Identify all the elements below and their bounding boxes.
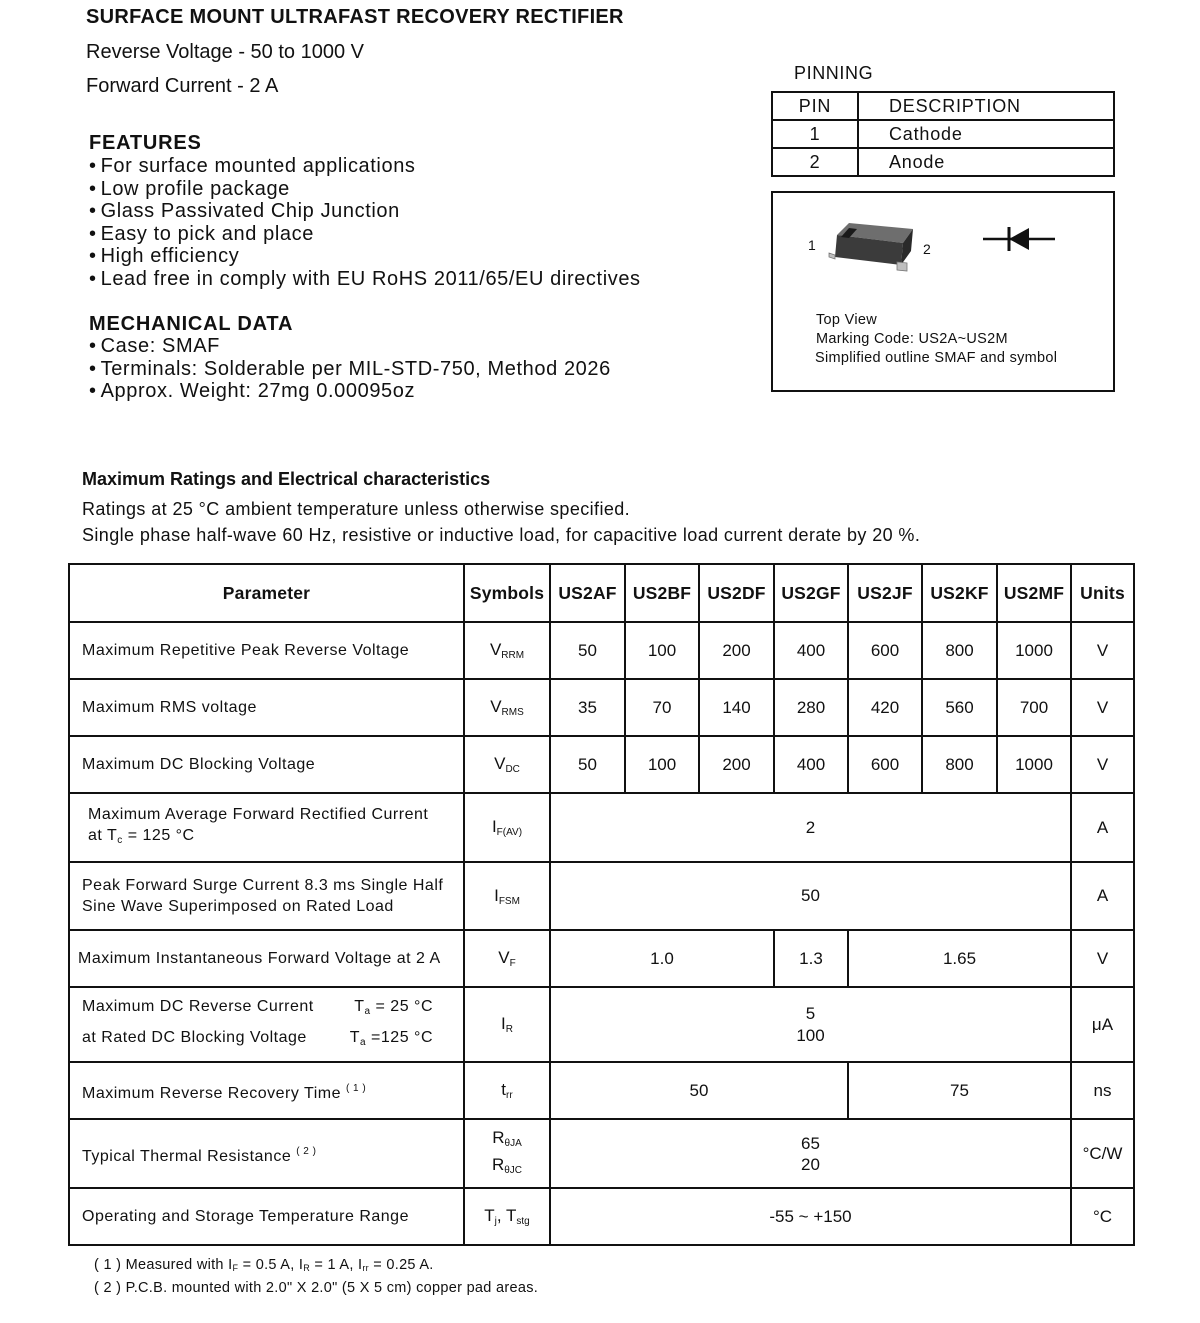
pin-number: 1 xyxy=(772,120,858,148)
list-item: • Lead free in comply with EU RoHS 2011/65/EU directives xyxy=(89,268,641,291)
features-list xyxy=(89,155,641,291)
table-header-row xyxy=(69,564,1134,622)
unit-cell: V xyxy=(1071,736,1134,793)
pin-number: 2 xyxy=(772,148,858,176)
unit-cell: V xyxy=(1071,930,1134,987)
value-cell: 50 xyxy=(550,736,625,793)
features-title: FEATURES xyxy=(89,132,202,154)
part-header: US2BF xyxy=(625,564,699,622)
pin-header: PIN xyxy=(772,92,858,120)
symbol-cell: $V_F$ xyxy=(464,930,550,987)
list-item: • Terminals: Solderable per MIL-STD-750, Method 2026 xyxy=(89,358,611,381)
value-cell: 70 xyxy=(625,679,699,736)
list-item: • High efficiency xyxy=(89,245,641,268)
parameter-cell: Maximum Instantaneous Forward Voltage at 2 A xyxy=(69,930,464,987)
value-cell: 280 xyxy=(774,679,848,736)
table-row xyxy=(69,622,1134,679)
symbol-cell: $t_{rr}$ xyxy=(464,1062,550,1119)
unit-cell: °C/W xyxy=(1071,1119,1134,1188)
pin-description: Anode xyxy=(858,148,1114,176)
parameter-cell: Maximum Repetitive Peak Reverse Voltage xyxy=(69,622,464,679)
list-item: • For surface mounted applications xyxy=(89,155,641,178)
value-cell: 1.3 xyxy=(774,930,848,987)
top-view-label: Top View xyxy=(816,312,877,328)
value-cell: 800 xyxy=(922,622,997,679)
unit-cell: V xyxy=(1071,679,1134,736)
unit-cell: μA xyxy=(1071,987,1134,1062)
unit-cell: A xyxy=(1071,793,1134,862)
part-header: US2DF xyxy=(699,564,774,622)
value-cell: 1.65 xyxy=(848,930,1071,987)
value-cell: 50 xyxy=(550,1062,848,1119)
value-cell: 65 20 xyxy=(550,1119,1071,1188)
smaf-package-icon xyxy=(827,217,917,273)
value-cell: 200 xyxy=(699,736,774,793)
value-cell: 75 xyxy=(848,1062,1071,1119)
symbol-cell: $I_R$ xyxy=(464,987,550,1062)
footnote-2: ( 2 ) P.C.B. mounted with 2.0" X 2.0" (5 X 5 cm) copper pad areas. xyxy=(94,1280,539,1296)
value-cell: 1000 xyxy=(997,622,1071,679)
table-row xyxy=(69,1062,1134,1119)
parameter-cell: Typical Thermal Resistance $^{( 2 )}$ xyxy=(69,1119,464,1188)
value-cell: 400 xyxy=(774,736,848,793)
list-item: • Approx. Weight: 27mg 0.00095oz xyxy=(89,380,611,403)
table-row xyxy=(69,679,1134,736)
mechanical-list xyxy=(89,335,611,403)
unit-cell: ns xyxy=(1071,1062,1134,1119)
diode-symbol-icon xyxy=(981,224,1057,254)
symbols-header: Symbols xyxy=(464,564,550,622)
part-header: US2AF xyxy=(550,564,625,622)
parameter-cell: Maximum RMS voltage xyxy=(69,679,464,736)
value-cell: 5 100 xyxy=(550,987,1071,1062)
table-row xyxy=(69,1188,1134,1245)
value-cell: 50 xyxy=(550,862,1071,930)
parameter-cell: Operating and Storage Temperature Range xyxy=(69,1188,464,1245)
value-cell: 800 xyxy=(922,736,997,793)
list-item: • Low profile package xyxy=(89,178,641,201)
table-row xyxy=(69,736,1134,793)
pin1-label: 1 xyxy=(808,237,816,253)
value-cell: 35 xyxy=(550,679,625,736)
table-row xyxy=(772,120,1114,148)
symbol-cell: $R_{\theta JA}$ $R_{\theta JC}$ xyxy=(464,1119,550,1188)
part-header: US2KF xyxy=(922,564,997,622)
marking-code: Marking Code: US2A~US2M xyxy=(816,331,1008,347)
parameter-cell: Maximum DC Reverse Current $T_a = 25$ °C at Rated DC Blocking Voltage $T_a =125$ °C xyxy=(69,987,464,1062)
value-cell: 50 xyxy=(550,622,625,679)
value-cell: 1000 xyxy=(997,736,1071,793)
pin2-label: 2 xyxy=(923,241,931,257)
mechanical-title: MECHANICAL DATA xyxy=(89,313,294,335)
ratings-note-2: Single phase half-wave 60 Hz, resistive or inductive load, for capacitive load current derate by 20 %. xyxy=(82,525,921,545)
value-cell: 600 xyxy=(848,736,922,793)
table-row xyxy=(69,930,1134,987)
part-header: US2GF xyxy=(774,564,848,622)
parameter-cell: Maximum DC Blocking Voltage xyxy=(69,736,464,793)
value-cell: 100 xyxy=(625,736,699,793)
symbol-cell: $I_{F(AV)}$ xyxy=(464,793,550,862)
reverse-voltage-spec: Reverse Voltage - 50 to 1000 V xyxy=(86,41,364,63)
value-cell: -55 ~ +150 xyxy=(550,1188,1071,1245)
value-cell: 560 xyxy=(922,679,997,736)
unit-cell: A xyxy=(1071,862,1134,930)
value-cell: 140 xyxy=(699,679,774,736)
forward-current-spec: Forward Current - 2 A xyxy=(86,75,279,97)
part-header: US2JF xyxy=(848,564,922,622)
ratings-note-1: Ratings at 25 °C ambient temperature unless otherwise specified. xyxy=(82,499,631,519)
value-cell: 200 xyxy=(699,622,774,679)
ratings-table xyxy=(68,563,1135,1246)
unit-cell: V xyxy=(1071,622,1134,679)
document-title: SURFACE MOUNT ULTRAFAST RECOVERY RECTIFIER xyxy=(86,6,624,28)
value-cell: 600 xyxy=(848,622,922,679)
pin-description: Cathode xyxy=(858,120,1114,148)
list-item: • Glass Passivated Chip Junction xyxy=(89,200,641,223)
symbol-cell: $V_{RRM}$ xyxy=(464,622,550,679)
list-item: • Easy to pick and place xyxy=(89,223,641,246)
list-item: • Case: SMAF xyxy=(89,335,611,358)
unit-cell: °C xyxy=(1071,1188,1134,1245)
table-row xyxy=(772,92,1114,120)
description-header: DESCRIPTION xyxy=(858,92,1114,120)
table-row xyxy=(69,862,1134,930)
parameter-cell: Maximum Average Forward Rectified Current at $T_c = 125$ °C xyxy=(69,793,464,862)
part-header: US2MF xyxy=(997,564,1071,622)
value-cell: 400 xyxy=(774,622,848,679)
value-cell: 420 xyxy=(848,679,922,736)
parameter-cell: Maximum Reverse Recovery Time $^{( 1 )}$ xyxy=(69,1062,464,1119)
ratings-title: Maximum Ratings and Electrical characteristics xyxy=(82,469,491,489)
package-outline-box xyxy=(771,191,1115,392)
table-row xyxy=(69,793,1134,862)
table-row xyxy=(69,1119,1134,1188)
value-cell: 2 xyxy=(550,793,1071,862)
value-cell: 100 xyxy=(625,622,699,679)
table-row xyxy=(69,987,1134,1062)
table-row xyxy=(772,148,1114,176)
outline-caption: Simplified outline SMAF and symbol xyxy=(815,350,1058,366)
symbol-cell: $V_{RMS}$ xyxy=(464,679,550,736)
pinning-title: PINNING xyxy=(794,63,874,83)
symbol-cell: $V_{DC}$ xyxy=(464,736,550,793)
units-header: Units xyxy=(1071,564,1134,622)
symbol-cell: $T_j$, $T_{stg}$ xyxy=(464,1188,550,1245)
parameter-header: Parameter xyxy=(69,564,464,622)
parameter-cell: Peak Forward Surge Current 8.3 ms Single Half Sine Wave Superimposed on Rated Load xyxy=(69,862,464,930)
footnote-1: ( 1 ) Measured with $I_F = 0.5$ A, $I_R = 1$ A, $I_{rr} = 0.25$ A. xyxy=(94,1257,434,1273)
value-cell: 1.0 xyxy=(550,930,774,987)
pinning-table xyxy=(771,91,1115,177)
value-cell: 700 xyxy=(997,679,1071,736)
symbol-cell: $I_{FSM}$ xyxy=(464,862,550,930)
